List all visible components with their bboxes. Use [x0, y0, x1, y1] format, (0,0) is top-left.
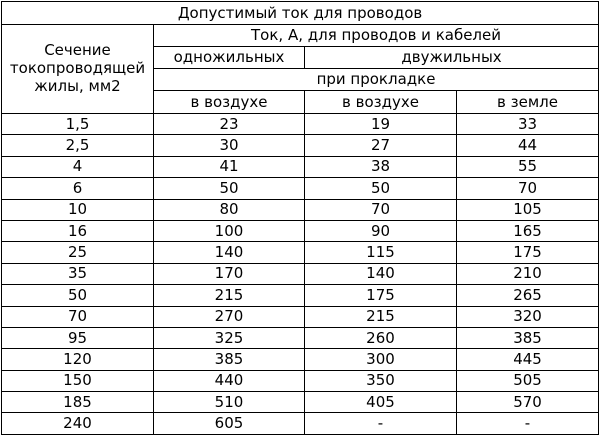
cell-twin-air: 19	[305, 114, 457, 135]
cell-section: 150	[2, 370, 154, 391]
cell-section: 1,5	[2, 114, 154, 135]
cell-section: 10	[2, 199, 154, 220]
cell-twin-ground: 385	[457, 327, 599, 348]
table-row	[2, 327, 599, 348]
cell-twin-ground: 265	[457, 285, 599, 306]
cell-twin-ground: 55	[457, 156, 599, 177]
cell-section: 185	[2, 392, 154, 413]
cell-section: 120	[2, 349, 154, 370]
cell-twin-air: -	[305, 413, 457, 434]
cell-twin-air: 260	[305, 327, 457, 348]
cell-section: 4	[2, 156, 154, 177]
section-header-line: токопроводящей	[9, 59, 146, 78]
table-row	[2, 199, 599, 220]
cell-section: 35	[2, 263, 154, 284]
cell-single-air: 170	[154, 263, 305, 284]
table-row	[2, 263, 599, 284]
cell-single-air: 510	[154, 392, 305, 413]
cell-single-air: 80	[154, 199, 305, 220]
cell-twin-ground: -	[457, 413, 599, 434]
cell-section: 16	[2, 220, 154, 241]
cell-twin-ground: 70	[457, 178, 599, 199]
cell-single-air: 50	[154, 178, 305, 199]
section-header	[2, 25, 154, 114]
cell-twin-ground: 210	[457, 263, 599, 284]
table-row	[2, 370, 599, 391]
cell-section: 240	[2, 413, 154, 434]
section-header-line: Сечение	[44, 41, 111, 60]
current-header: Ток, А, для проводов и кабелей	[154, 25, 599, 47]
cell-single-air: 605	[154, 413, 305, 434]
cell-twin-ground: 33	[457, 114, 599, 135]
cell-twin-air: 90	[305, 220, 457, 241]
sub-header-air: в воздухе	[305, 91, 457, 114]
cell-single-air: 23	[154, 114, 305, 135]
table-row	[2, 413, 599, 434]
cell-section: 50	[2, 285, 154, 306]
sub-header-ground: в земле	[457, 91, 599, 114]
table-row	[2, 156, 599, 177]
table-row	[2, 242, 599, 263]
cell-twin-air: 38	[305, 156, 457, 177]
table-row	[2, 349, 599, 370]
cell-twin-air: 50	[305, 178, 457, 199]
cell-twin-air: 140	[305, 263, 457, 284]
cell-twin-air: 115	[305, 242, 457, 263]
table-row	[2, 306, 599, 327]
cell-section: 70	[2, 306, 154, 327]
cell-single-air: 440	[154, 370, 305, 391]
cell-section: 95	[2, 327, 154, 348]
table-row	[2, 178, 599, 199]
cell-twin-ground: 165	[457, 220, 599, 241]
table-row	[2, 135, 599, 156]
cell-single-air: 385	[154, 349, 305, 370]
table-row	[2, 114, 599, 135]
single-core-header: одножильных	[154, 47, 305, 69]
cell-twin-ground: 175	[457, 242, 599, 263]
cell-section: 6	[2, 178, 154, 199]
table-row	[2, 285, 599, 306]
cell-twin-air: 300	[305, 349, 457, 370]
cell-twin-ground: 320	[457, 306, 599, 327]
cell-twin-air: 215	[305, 306, 457, 327]
sub-header-air: в воздухе	[154, 91, 305, 114]
cell-twin-air: 27	[305, 135, 457, 156]
table-row	[2, 220, 599, 241]
section-header-line: жилы, мм2	[34, 76, 121, 95]
cell-twin-ground: 445	[457, 349, 599, 370]
twin-core-header: двужильных	[305, 47, 599, 69]
cell-single-air: 325	[154, 327, 305, 348]
cell-single-air: 215	[154, 285, 305, 306]
table-row	[2, 392, 599, 413]
laying-header: при прокладке	[154, 69, 599, 91]
cell-single-air: 270	[154, 306, 305, 327]
cell-single-air: 30	[154, 135, 305, 156]
cell-twin-air: 350	[305, 370, 457, 391]
cell-single-air: 100	[154, 220, 305, 241]
cell-twin-air: 405	[305, 392, 457, 413]
cell-section: 2,5	[2, 135, 154, 156]
cell-twin-ground: 44	[457, 135, 599, 156]
table-title: Допустимый ток для проводов	[2, 2, 599, 25]
cell-twin-air: 175	[305, 285, 457, 306]
current-table	[1, 1, 599, 435]
cell-twin-ground: 570	[457, 392, 599, 413]
cell-twin-air: 70	[305, 199, 457, 220]
cell-single-air: 140	[154, 242, 305, 263]
cell-section: 25	[2, 242, 154, 263]
cell-twin-ground: 505	[457, 370, 599, 391]
cell-single-air: 41	[154, 156, 305, 177]
cell-twin-ground: 105	[457, 199, 599, 220]
